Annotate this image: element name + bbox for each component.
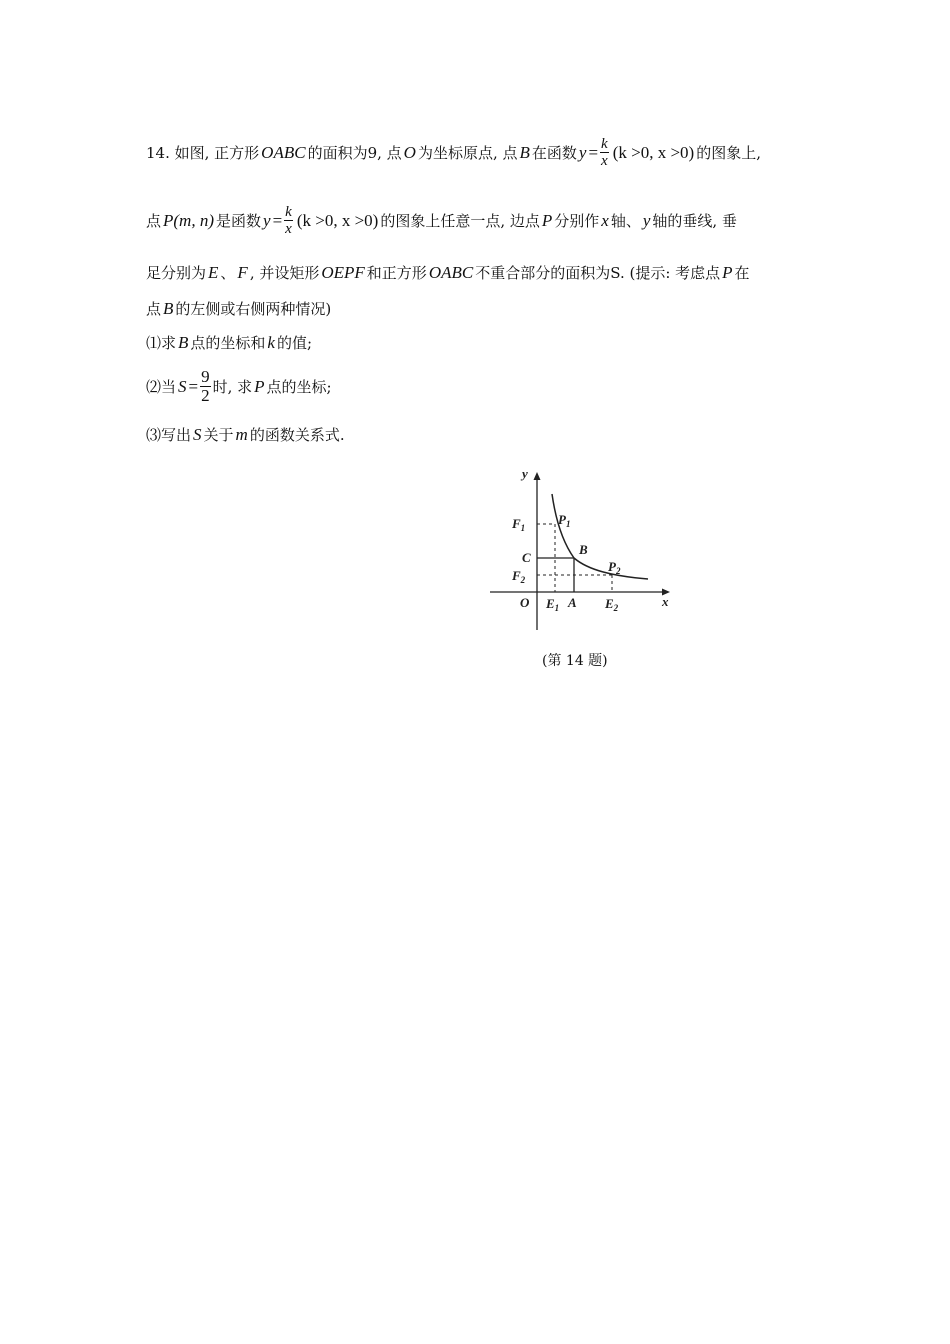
math-o: O	[403, 142, 416, 162]
math-p: P	[254, 376, 265, 396]
math-e: E	[208, 262, 219, 282]
question-3	[146, 424, 345, 445]
fraction-k-over-x	[600, 136, 609, 169]
label-o: O	[520, 595, 530, 610]
text: 轴的垂线, 垂	[652, 212, 737, 230]
label-e2: $E_2$	[605, 596, 619, 613]
label-f2: $F_2$	[512, 568, 526, 585]
text: 的值;	[276, 334, 313, 352]
math-m: m	[235, 424, 248, 444]
math-eq: =	[188, 376, 199, 396]
text: ⑵当	[146, 378, 177, 396]
text: 分别作	[554, 212, 600, 230]
math-x: x	[601, 210, 609, 230]
label-f1: $F_1$	[512, 516, 526, 533]
math-eq: =	[272, 210, 283, 230]
math-p: P	[541, 210, 553, 230]
text: 点	[146, 300, 162, 318]
denominator: x	[601, 153, 608, 169]
math-oabc: OABC	[261, 142, 306, 162]
question-1	[146, 332, 312, 353]
y-axis-arrow	[534, 472, 541, 480]
problem-line-3	[146, 262, 750, 283]
fraction-k-over-x	[284, 204, 293, 237]
question-2	[146, 368, 332, 405]
hyperbola-figure	[482, 462, 678, 642]
problem-line-2	[146, 204, 737, 237]
label-e1: $E_1$	[546, 596, 560, 613]
math-b: B	[519, 142, 530, 162]
numerator: k	[601, 136, 608, 152]
text: 14. 如图, 正方形	[146, 144, 260, 162]
text: 和正方形	[366, 264, 427, 282]
text: 关于	[203, 426, 234, 444]
text: 的图象上,	[696, 144, 761, 162]
label-b: B	[579, 542, 588, 557]
fraction-9-over-2	[200, 368, 211, 405]
math-p-m-n: P(m, n)	[163, 210, 214, 230]
math-oepf: OEPF	[321, 262, 365, 282]
text: 的图象上任意一点, 边点	[380, 212, 540, 230]
text: ⑶写出	[146, 426, 192, 444]
label-p2: $P_2$	[608, 559, 621, 576]
text: 是函数	[216, 212, 262, 230]
figure-caption: (第 14 题)	[542, 653, 608, 669]
text: 的函数关系式.	[249, 426, 345, 444]
text: 点的坐标;	[266, 378, 332, 396]
numerator: 9	[201, 367, 210, 386]
label-p1: $P_1$	[558, 512, 571, 529]
math-s: S	[178, 376, 187, 396]
text: 点	[146, 212, 162, 230]
math-condition: (k >0, x >0)	[612, 142, 695, 162]
label-y: y	[522, 466, 528, 481]
math-b: B	[163, 298, 174, 318]
problem-line-1	[146, 136, 761, 169]
text: 足分别为	[146, 264, 207, 282]
text: , 并设矩形	[249, 264, 320, 282]
math-s: S	[193, 424, 202, 444]
math-condition: (k >0, x >0)	[296, 210, 379, 230]
text: 轴、	[610, 212, 641, 230]
text: 时, 求	[212, 378, 253, 396]
text: 的左侧或右侧两种情况)	[175, 300, 332, 318]
text: 在	[734, 264, 750, 282]
math-f: F	[237, 262, 248, 282]
math-b: B	[178, 332, 189, 352]
text: 在函数	[531, 144, 577, 162]
problem-line-4	[146, 298, 331, 319]
text: 的面积为9, 点	[307, 144, 402, 162]
label-a: A	[568, 595, 577, 610]
math-y: y	[263, 210, 271, 230]
text: 、	[220, 264, 236, 282]
math-k: k	[267, 332, 275, 352]
math-p: P	[722, 262, 733, 282]
math-y: y	[578, 142, 587, 162]
denominator: 2	[201, 386, 210, 405]
denominator: x	[285, 221, 292, 237]
text: 点的坐标和	[190, 334, 266, 352]
text: 不重合部分的面积为S. (提示: 考虑点	[475, 264, 721, 282]
label-c: C	[522, 550, 531, 565]
math-oabc: OABC	[428, 262, 474, 282]
text: 为坐标原点, 点	[417, 144, 518, 162]
label-x: x	[662, 594, 669, 609]
numerator: k	[285, 204, 292, 220]
hyperbola-curve	[552, 494, 648, 579]
math-eq: =	[588, 142, 599, 162]
math-y: y	[642, 210, 651, 230]
text: ⑴求	[146, 334, 177, 352]
